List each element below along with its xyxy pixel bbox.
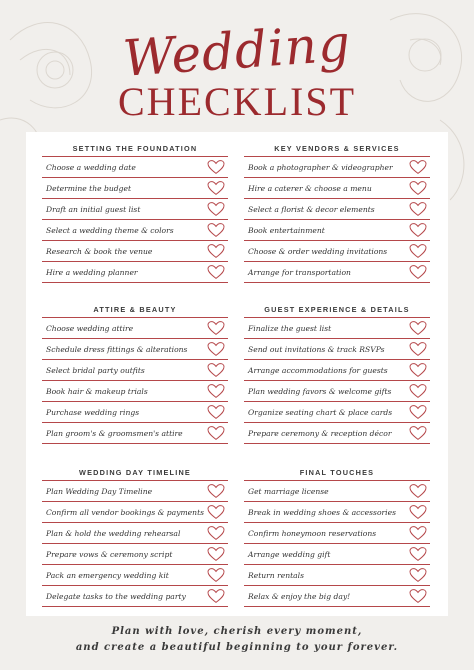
checklist-item[interactable] [244, 565, 430, 586]
heart-checkbox-icon[interactable] [408, 320, 428, 336]
heart-checkbox-icon[interactable] [408, 588, 428, 604]
checklist [42, 480, 228, 607]
footer-line-2: and create a beautiful beginning to your forever. [75, 642, 399, 653]
checklist-item[interactable] [244, 199, 430, 220]
item-label: Break in wedding shoes & accessories [248, 507, 396, 517]
item-label: Hire a wedding planner [46, 267, 138, 277]
heart-checkbox-icon[interactable] [408, 243, 428, 259]
checklist-item[interactable] [244, 402, 430, 423]
heart-checkbox-icon[interactable] [408, 525, 428, 541]
checklist-item[interactable] [42, 178, 228, 199]
item-label: Select bridal party outfits [46, 365, 145, 375]
heart-checkbox-icon[interactable] [206, 567, 226, 583]
checklist-card [26, 132, 448, 616]
checklist [42, 156, 228, 283]
checklist-item[interactable] [244, 544, 430, 565]
heart-checkbox-icon[interactable] [206, 222, 226, 238]
heart-checkbox-icon[interactable] [206, 159, 226, 175]
checklist [244, 480, 430, 607]
checklist [42, 317, 228, 444]
item-label: Select a wedding theme & colors [46, 225, 174, 235]
checklist-item[interactable] [42, 220, 228, 241]
item-label: Confirm honeymoon reservations [248, 528, 377, 538]
checklist-item[interactable] [42, 381, 228, 402]
checklist [244, 156, 430, 283]
checklist-item[interactable] [42, 318, 228, 339]
heart-checkbox-icon[interactable] [206, 504, 226, 520]
checklist-item[interactable] [42, 157, 228, 178]
footer-quote [0, 624, 474, 656]
section-heading: SETTING THE FOUNDATION [72, 144, 198, 153]
checklist-item[interactable] [42, 199, 228, 220]
heart-checkbox-icon[interactable] [206, 180, 226, 196]
checklist-item[interactable] [42, 402, 228, 423]
item-label: Hire a caterer & choose a menu [248, 183, 372, 193]
heart-checkbox-icon[interactable] [408, 546, 428, 562]
heart-checkbox-icon[interactable] [206, 483, 226, 499]
item-label: Choose & order wedding invitations [248, 246, 388, 256]
checklist-item[interactable] [244, 262, 430, 283]
checklist-item[interactable] [244, 381, 430, 402]
item-label: Purchase wedding rings [46, 407, 140, 417]
heart-checkbox-icon[interactable] [206, 201, 226, 217]
item-label: Plan groom's & groomsmen's attire [46, 428, 183, 438]
checklist-item[interactable] [42, 360, 228, 381]
item-label: Book a photographer & videographer [248, 162, 393, 172]
checklist-item[interactable] [42, 502, 228, 523]
section-heading: KEY VENDORS & SERVICES [274, 144, 400, 153]
checklist-item[interactable] [42, 544, 228, 565]
checklist-item[interactable] [244, 523, 430, 544]
heart-checkbox-icon[interactable] [206, 546, 226, 562]
section-heading: FINAL TOUCHES [299, 468, 375, 477]
checklist-item[interactable] [244, 481, 430, 502]
checklist-item[interactable] [244, 178, 430, 199]
item-label: Send out invitations & track RSVPs [248, 344, 385, 354]
section-wedding-day-timeline [42, 466, 228, 607]
item-label: Schedule dress fittings & alterations [46, 344, 188, 354]
item-label: Get marriage license [248, 486, 329, 496]
heart-checkbox-icon[interactable] [408, 567, 428, 583]
item-label: Relax & enjoy the big day! [248, 591, 351, 601]
item-label: Arrange for transportation [248, 267, 351, 277]
heart-checkbox-icon[interactable] [408, 159, 428, 175]
heart-checkbox-icon[interactable] [408, 222, 428, 238]
checklist-item[interactable] [42, 423, 228, 444]
checklist-item[interactable] [244, 423, 430, 444]
section-key-vendors-and-services [244, 142, 430, 283]
item-label: Prepare ceremony & reception décor [248, 428, 392, 438]
section-attire-and-beauty [42, 303, 228, 444]
heart-checkbox-icon[interactable] [408, 504, 428, 520]
item-label: Choose wedding attire [46, 323, 134, 333]
heart-checkbox-icon[interactable] [408, 264, 428, 280]
heart-checkbox-icon[interactable] [206, 383, 226, 399]
item-label: Pack an emergency wedding kit [46, 570, 169, 580]
checklist-item[interactable] [42, 523, 228, 544]
heart-checkbox-icon[interactable] [408, 201, 428, 217]
checklist-item[interactable] [244, 220, 430, 241]
checklist-item[interactable] [42, 481, 228, 502]
heart-checkbox-icon[interactable] [206, 320, 226, 336]
heart-checkbox-icon[interactable] [206, 243, 226, 259]
section-guest-experience-and-details [244, 303, 430, 444]
section-heading: ATTIRE & BEAUTY [93, 305, 177, 314]
section-heading: GUEST EXPERIENCE & DETAILS [264, 305, 410, 314]
item-label: Book entertainment [248, 225, 325, 235]
checklist-item[interactable] [244, 157, 430, 178]
checklist-item[interactable] [42, 339, 228, 360]
item-label: Delegate tasks to the wedding party [46, 591, 186, 601]
heart-checkbox-icon[interactable] [408, 362, 428, 378]
checklist-item[interactable] [244, 360, 430, 381]
item-label: Confirm all vendor bookings & payments [46, 507, 205, 517]
heart-checkbox-icon[interactable] [206, 525, 226, 541]
footer-line-1: Plan with love, cherish every moment, [111, 626, 363, 637]
heart-checkbox-icon[interactable] [206, 588, 226, 604]
item-label: Book hair & makeup trials [46, 386, 148, 396]
checklist-item[interactable] [244, 339, 430, 360]
checklist-item[interactable] [244, 318, 430, 339]
heart-checkbox-icon[interactable] [408, 483, 428, 499]
heart-checkbox-icon[interactable] [408, 425, 428, 441]
heart-checkbox-icon[interactable] [206, 362, 226, 378]
heart-checkbox-icon[interactable] [206, 264, 226, 280]
heart-checkbox-icon[interactable] [206, 341, 226, 357]
heart-checkbox-icon[interactable] [206, 404, 226, 420]
item-label: Finalize the guest list [248, 323, 332, 333]
section-setting-the-foundation [42, 142, 228, 283]
checklist-item[interactable] [244, 241, 430, 262]
checklist-item[interactable] [42, 586, 228, 607]
checklist-item[interactable] [244, 586, 430, 607]
checklist-item[interactable] [42, 262, 228, 283]
item-label: Organize seating chart & place cards [248, 407, 393, 417]
item-label: Plan wedding favors & welcome gifts [248, 386, 392, 396]
section-final-touches [244, 466, 430, 607]
title-script: Wedding [121, 14, 353, 88]
checklist-item[interactable] [42, 565, 228, 586]
item-label: Return rentals [248, 570, 305, 580]
item-label: Plan & hold the wedding rehearsal [46, 528, 181, 538]
checklist-item[interactable] [244, 502, 430, 523]
item-label: Arrange accommodations for guests [248, 365, 388, 375]
item-label: Research & book the venue [46, 246, 153, 256]
item-label: Choose a wedding date [46, 162, 136, 172]
item-label: Draft an initial guest list [46, 204, 141, 214]
heart-checkbox-icon[interactable] [206, 425, 226, 441]
item-label: Arrange wedding gift [248, 549, 331, 559]
item-label: Prepare vows & ceremony script [46, 549, 173, 559]
checklist [244, 317, 430, 444]
checklist-item[interactable] [42, 241, 228, 262]
heart-checkbox-icon[interactable] [408, 383, 428, 399]
title-main: CHECKLIST [118, 79, 356, 124]
item-label: Select a florist & decor elements [248, 204, 375, 214]
item-label: Plan Wedding Day Timeline [46, 486, 153, 496]
section-heading: WEDDING DAY TIMELINE [79, 468, 191, 477]
item-label: Determine the budget [46, 183, 132, 193]
heart-checkbox-icon[interactable] [408, 341, 428, 357]
heart-checkbox-icon[interactable] [408, 404, 428, 420]
heart-checkbox-icon[interactable] [408, 180, 428, 196]
